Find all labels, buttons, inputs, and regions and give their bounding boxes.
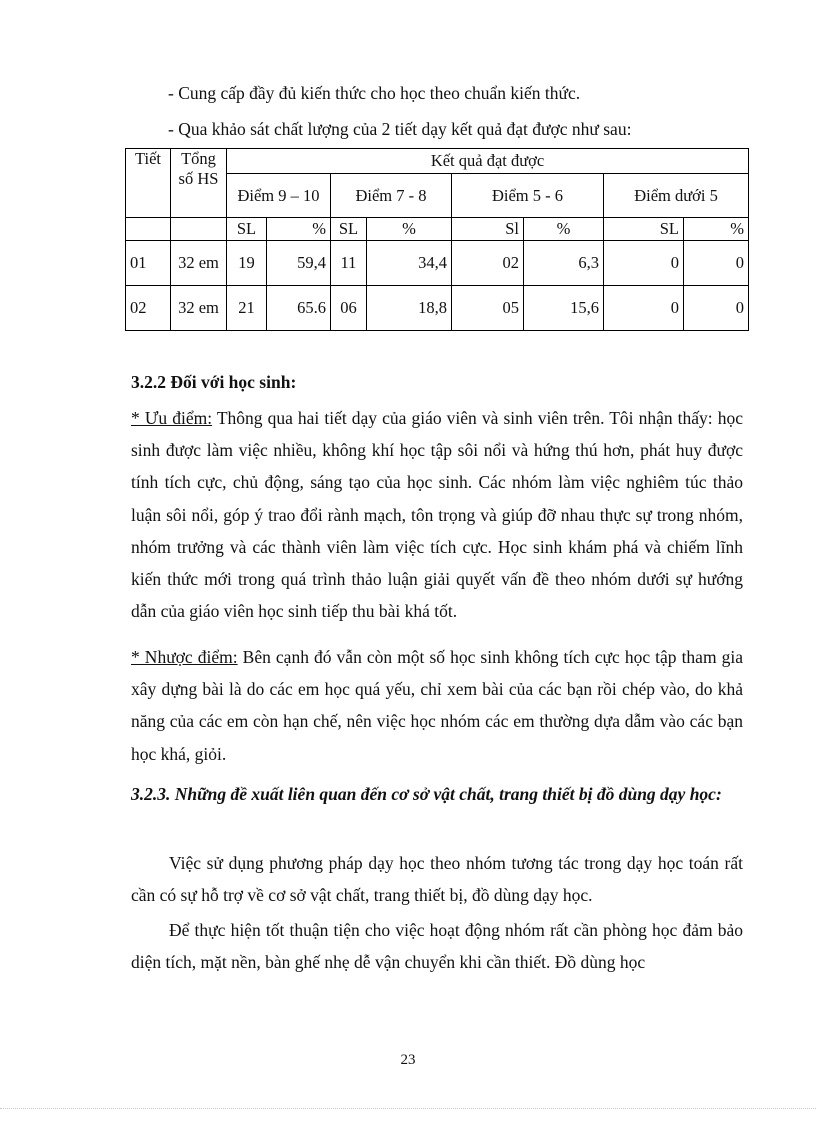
- cell: 05: [452, 286, 524, 331]
- cell: 15,6: [524, 286, 604, 331]
- page-divider: [0, 1108, 816, 1109]
- cell: 02: [452, 241, 524, 286]
- cell: 06: [331, 286, 367, 331]
- header-group-9-10: Điểm 9 – 10: [227, 174, 331, 218]
- sub-header: %: [267, 218, 331, 241]
- sub-header: SL: [331, 218, 367, 241]
- header-tiet: Tiết: [126, 149, 171, 218]
- paragraph-nhuoc-diem: [131, 641, 743, 770]
- section-heading-3-2-2: 3.2.2 Đối với học sinh:: [131, 372, 297, 392]
- uu-diem-text: Thông qua hai tiết dạy của giáo viên và sinh viên trên. Tôi nhận thấy: học sinh được làm việc nhiều, không khí học tập sôi nổi và hứng thú hơn, phát huy được tính tích cực, chủ động, sáng tạo của học sinh. Các nhóm làm việc nghiêm túc thảo luận sôi nổi, góp ý trao đổi rành mạch, tôn trọng và giúp đỡ nhau thực sự trong nhóm, nhóm trưởng và các thành viên làm việc tích cực. Học sinh khám phá và chiếm lĩnh kiến thức mới trong quá trình thảo luận giải quyết vấn đề theo nhóm dưới sự hướng dẫn của giáo viên học sinh tiếp thu bài khá tốt.: [131, 408, 743, 622]
- cell: 34,4: [367, 241, 452, 286]
- sub-header: SL: [227, 218, 267, 241]
- results-table: [125, 148, 749, 331]
- sub-header: %: [684, 218, 749, 241]
- table-row: [126, 286, 749, 331]
- page-number: 23: [400, 1052, 416, 1068]
- header-group-7-8: Điểm 7 - 8: [331, 174, 452, 218]
- header-group-5-6: Điểm 5 - 6: [452, 174, 604, 218]
- empty-cell: [171, 218, 227, 241]
- row-tong: 32 em: [171, 241, 227, 286]
- cell: 19: [227, 241, 267, 286]
- bullet-line-2: - Qua khảo sát chất lượng của 2 tiết dạy kết quả đạt được như sau:: [168, 119, 632, 139]
- header-ket-qua: Kết quả đạt được: [227, 149, 749, 174]
- cell: 6,3: [524, 241, 604, 286]
- paragraph-de-xuat-1: Việc sử dụng phương pháp dạy học theo nhóm tương tác trong dạy học toán rất cần có sự hỗ trợ về cơ sở vật chất, trang thiết bị, đồ dùng dạy học.: [131, 853, 743, 906]
- nhuoc-diem-text: Bên cạnh đó vẫn còn một số học sinh không tích cực học tập tham gia xây dựng bài là do các em học quá yếu, chỉ xem bài của các bạn rồi chép vào, do khả năng của các em còn hạn chế, nên việc học nhóm các em thường dựa dẫm vào các bạn học khá, giỏi.: [131, 647, 743, 764]
- section-heading-3-2-3: 3.2.3. Những đề xuất liên quan đến cơ sở vật chất, trang thiết bị đồ dùng dạy học:: [131, 784, 722, 804]
- cell: 0: [684, 286, 749, 331]
- cell: 11: [331, 241, 367, 286]
- sub-header: %: [367, 218, 452, 241]
- row-tiet: 02: [126, 286, 171, 331]
- header-group-duoi-5: Điểm dưới 5: [604, 174, 749, 218]
- cell: 21: [227, 286, 267, 331]
- empty-cell: [126, 218, 171, 241]
- cell: 59,4: [267, 241, 331, 286]
- table-row: [126, 241, 749, 286]
- row-tiet: 01: [126, 241, 171, 286]
- header-tong-so: Tổng số HS: [171, 149, 227, 218]
- paragraph-de-xuat-2: Để thực hiện tốt thuận tiện cho việc hoạt động nhóm rất cần phòng học đảm bảo diện tích, mặt nền, bàn ghế nhẹ dễ vận chuyển khi cần thiết. Đồ dùng học: [131, 920, 743, 973]
- nhuoc-diem-label: * Nhược điểm:: [131, 647, 238, 667]
- row-tong: 32 em: [171, 286, 227, 331]
- cell: 0: [684, 241, 749, 286]
- sub-header: %: [524, 218, 604, 241]
- cell: 65.6: [267, 286, 331, 331]
- bullet-line-1: - Cung cấp đầy đủ kiến thức cho học theo chuẩn kiến thức.: [168, 83, 581, 103]
- uu-diem-label: * Ưu điểm:: [131, 408, 213, 428]
- paragraph-uu-diem: [131, 402, 743, 627]
- cell: 0: [604, 241, 684, 286]
- cell: 0: [604, 286, 684, 331]
- cell: 18,8: [367, 286, 452, 331]
- sub-header: SL: [604, 218, 684, 241]
- sub-header: Sl: [452, 218, 524, 241]
